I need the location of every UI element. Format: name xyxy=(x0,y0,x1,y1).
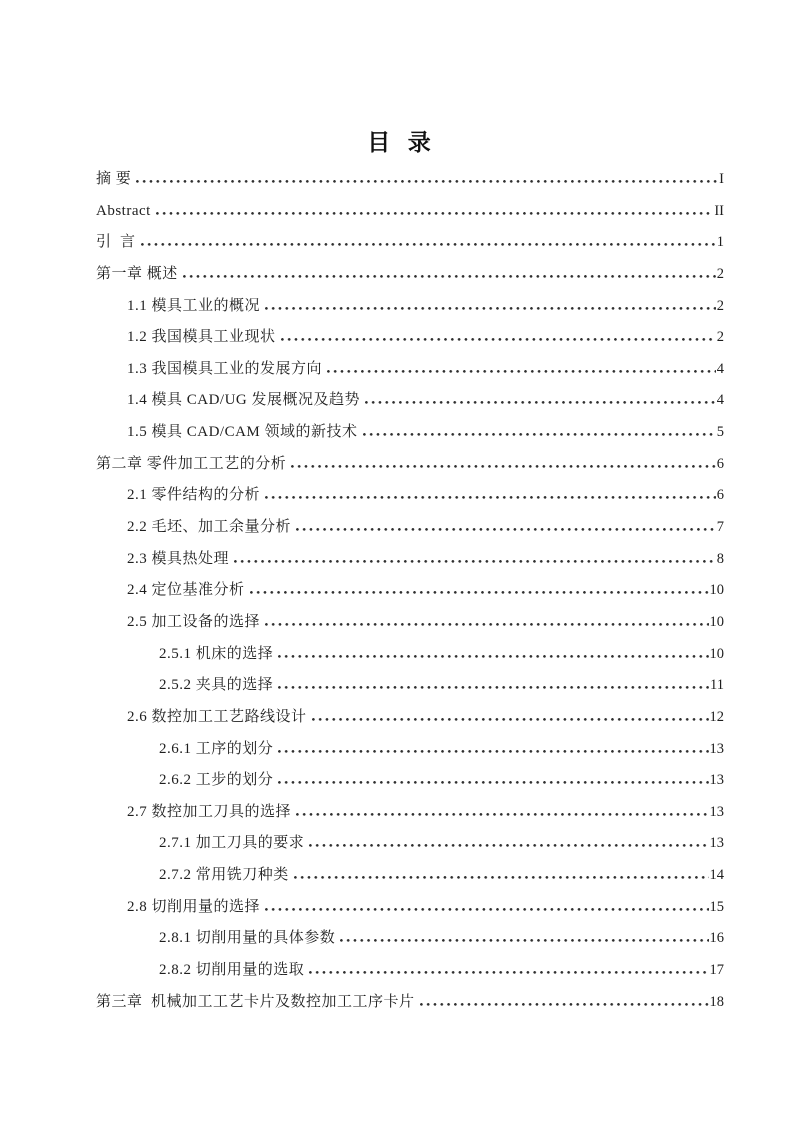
toc-entry-label: 2.2 毛坯、加工余量分析 xyxy=(127,519,292,536)
toc-dot-leader xyxy=(363,433,716,436)
toc-dot-leader xyxy=(278,750,708,753)
toc-dot-leader xyxy=(136,180,718,183)
toc-dot-leader xyxy=(265,908,708,911)
toc-entry-page: 15 xyxy=(709,898,724,915)
toc-entry-label: 1.5 模具 CAD/CAM 领域的新技术 xyxy=(127,424,358,441)
toc-entry-page: 12 xyxy=(709,708,724,725)
toc-entry-label: 2.7.1 加工刀具的要求 xyxy=(159,835,305,852)
toc-entry-page: 13 xyxy=(709,803,724,820)
toc-dot-leader xyxy=(265,307,716,310)
toc-entry-label: 2.7.2 常用铣刀种类 xyxy=(159,867,289,884)
toc-entry xyxy=(96,797,724,829)
toc-entry-page: 2 xyxy=(716,297,724,314)
toc-entry xyxy=(96,417,724,449)
toc-dot-leader xyxy=(327,370,716,373)
toc-entry-label: 2.3 模具热处理 xyxy=(127,550,230,567)
toc-entry-page: 5 xyxy=(716,424,724,441)
toc-dot-leader xyxy=(309,971,708,974)
toc-entry xyxy=(96,164,724,196)
toc-entry-label: 1.1 模具工业的概况 xyxy=(127,297,261,314)
toc-entry-label: 2.7 数控加工刀具的选择 xyxy=(127,803,292,820)
toc-entry-page: 2 xyxy=(716,265,724,282)
toc-entry-page: 10 xyxy=(709,645,724,662)
toc-entry-label: 1.2 我国模具工业现状 xyxy=(127,329,276,346)
toc-entry-label: 摘 要 xyxy=(96,171,132,187)
toc-entry xyxy=(96,987,724,1019)
toc-entry-label: Abstract xyxy=(96,202,151,219)
toc-dot-leader xyxy=(281,338,716,341)
toc-entry xyxy=(96,702,724,734)
toc-entry-page: 16 xyxy=(709,930,724,947)
toc-entry-page: 1 xyxy=(716,234,724,251)
toc-dot-leader xyxy=(183,275,716,278)
toc-dot-leader xyxy=(340,939,708,942)
toc-entry-label: 第二章 零件加工工艺的分析 xyxy=(96,455,287,472)
toc-dot-leader xyxy=(294,876,709,879)
toc-entry xyxy=(96,196,724,228)
toc-entry-label: 2.8 切削用量的选择 xyxy=(127,898,261,915)
toc-entry-label: 2.5.2 夹具的选择 xyxy=(159,677,274,694)
toc-entry-page: 14 xyxy=(709,867,724,884)
toc-entry xyxy=(96,607,724,639)
toc-dot-leader xyxy=(278,686,709,689)
toc-entry-page: 10 xyxy=(709,613,724,630)
toc-entry-page: 4 xyxy=(716,360,724,377)
toc-entry-label: 2.1 零件结构的分析 xyxy=(127,487,261,504)
toc-entry-label: 第一章 概述 xyxy=(96,265,178,282)
toc-dot-leader xyxy=(296,528,716,531)
toc-entry xyxy=(96,892,724,924)
toc-dot-leader xyxy=(234,560,716,563)
toc-entry-label: 1.4 模具 CAD/UG 发展概况及趋势 xyxy=(127,392,361,409)
toc-list xyxy=(96,164,724,1018)
page-title: 目 录 xyxy=(367,130,433,155)
toc-dot-leader xyxy=(296,813,708,816)
toc-entry-label: 2.6 数控加工工艺路线设计 xyxy=(127,708,307,725)
toc-entry-label: 2.5.1 机床的选择 xyxy=(159,645,274,662)
toc-entry xyxy=(96,828,724,860)
toc-entry xyxy=(96,955,724,987)
toc-entry-page: I xyxy=(719,171,724,187)
toc-entry-label: 2.5 加工设备的选择 xyxy=(127,613,261,630)
toc-entry xyxy=(96,639,724,671)
toc-entry-page: 4 xyxy=(716,392,724,409)
toc-dot-leader xyxy=(265,623,708,626)
toc-entry-page: 6 xyxy=(716,487,724,504)
toc-entry-label: 2.6.2 工步的划分 xyxy=(159,772,274,789)
toc-dot-leader xyxy=(420,1003,709,1006)
toc-entry-label: 2.4 定位基准分析 xyxy=(127,582,245,599)
toc-entry xyxy=(96,291,724,323)
toc-entry-page: 13 xyxy=(709,772,724,789)
toc-dot-leader xyxy=(291,465,715,468)
toc-entry xyxy=(96,734,724,766)
toc-entry-page: 7 xyxy=(716,519,724,536)
toc-entry xyxy=(96,860,724,892)
toc-dot-leader xyxy=(250,591,709,594)
toc-dot-leader xyxy=(141,243,716,246)
toc-entry-page: 17 xyxy=(709,962,724,979)
toc-entry-page: 18 xyxy=(709,993,724,1010)
toc-entry-label: 1.3 我国模具工业的发展方向 xyxy=(127,360,323,377)
toc-dot-leader xyxy=(312,718,709,721)
toc-dot-leader xyxy=(278,781,708,784)
toc-entry-page: 6 xyxy=(716,455,724,472)
toc-entry xyxy=(96,322,724,354)
toc-entry xyxy=(96,354,724,386)
toc-entry xyxy=(96,259,724,291)
toc-dot-leader xyxy=(365,401,716,404)
toc-entry-label: 2.8.2 切削用量的选取 xyxy=(159,962,305,979)
toc-entry xyxy=(96,923,724,955)
toc-entry xyxy=(96,385,724,417)
toc-entry xyxy=(96,227,724,259)
toc-entry xyxy=(96,544,724,576)
toc-entry-page: 13 xyxy=(709,740,724,757)
toc-entry-label: 引 言 xyxy=(96,234,136,251)
toc-entry xyxy=(96,765,724,797)
toc-entry-page: II xyxy=(714,202,724,219)
toc-dot-leader xyxy=(309,844,708,847)
toc-entry xyxy=(96,449,724,481)
toc-entry-page: 13 xyxy=(709,835,724,852)
toc-entry xyxy=(96,512,724,544)
toc-entry-label: 第三章 机械加工工艺卡片及数控加工工序卡片 xyxy=(96,993,415,1010)
toc-entry-page: 8 xyxy=(716,550,724,567)
toc-dot-leader xyxy=(278,655,708,658)
toc-entry xyxy=(96,575,724,607)
toc-entry xyxy=(96,480,724,512)
toc-entry-page: 2 xyxy=(716,329,724,346)
toc-dot-leader xyxy=(265,496,716,499)
toc-dot-leader xyxy=(156,212,714,215)
toc-entry xyxy=(96,670,724,702)
toc-entry-label: 2.8.1 切削用量的具体参数 xyxy=(159,930,336,947)
toc-entry-page: 10 xyxy=(709,582,724,599)
toc-entry-page: 11 xyxy=(710,677,724,694)
toc-entry-label: 2.6.1 工序的划分 xyxy=(159,740,274,757)
